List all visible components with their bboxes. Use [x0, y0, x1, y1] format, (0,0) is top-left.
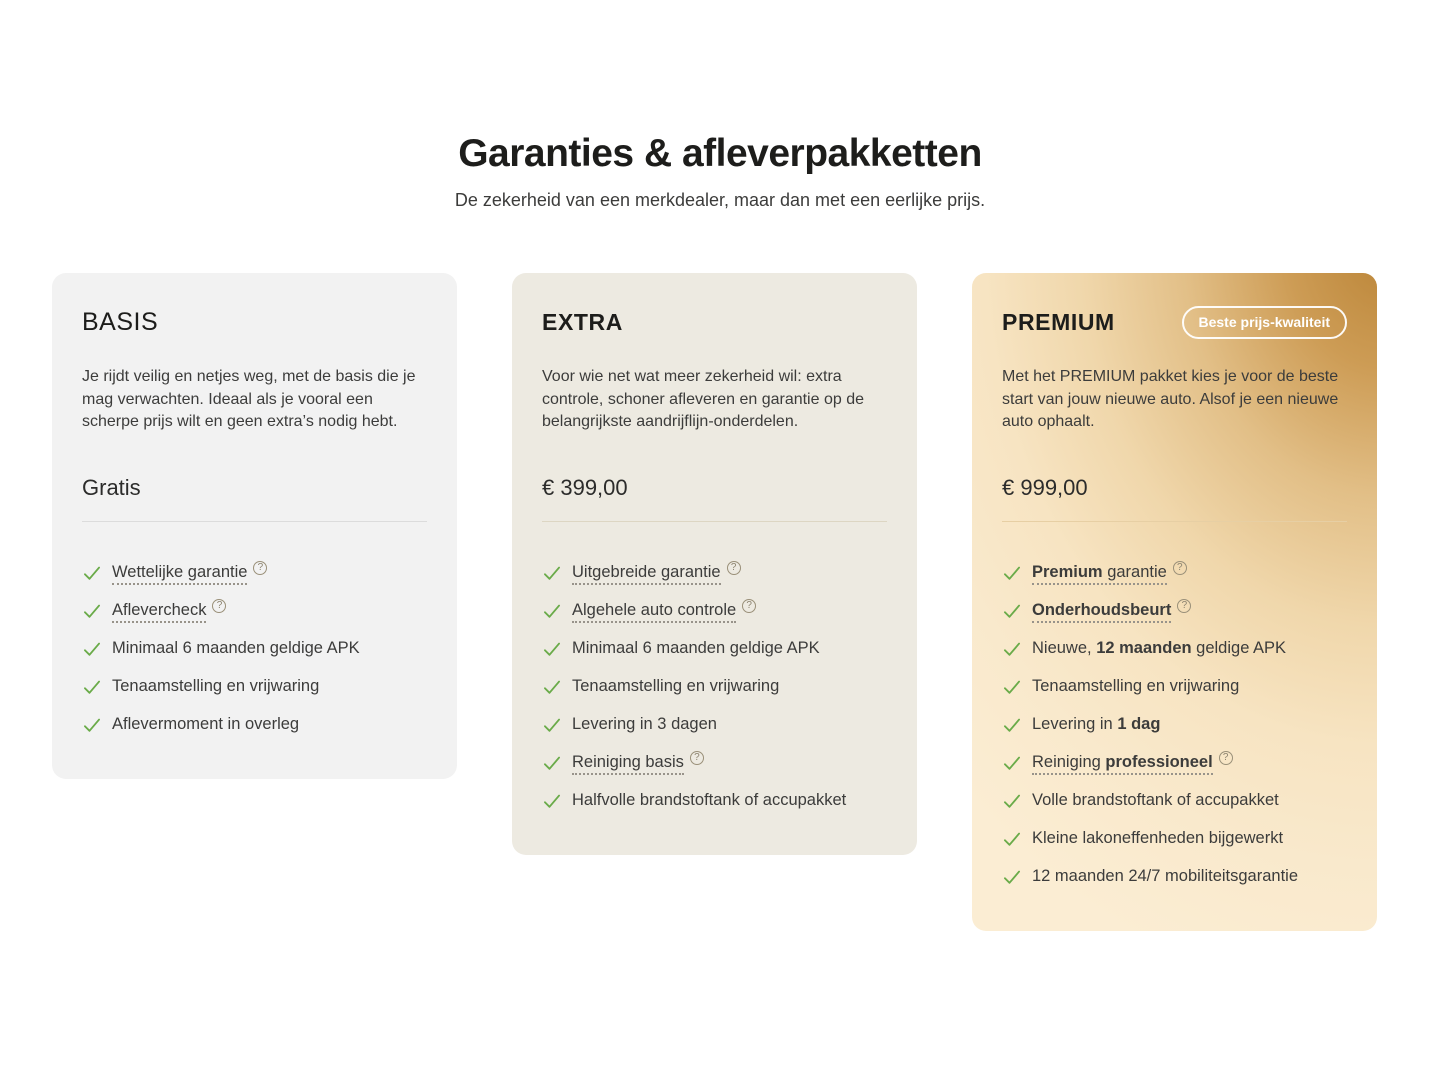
feature-text-segment: garantie: [1102, 563, 1167, 582]
feature-text-segment: Tenaamstelling en vrijwaring: [1032, 677, 1240, 696]
feature-item: [542, 752, 887, 773]
feature-text-segment: Tenaamstelling en vrijwaring: [112, 677, 320, 696]
help-question-icon[interactable]: ?: [253, 561, 267, 575]
feature-label-wrap: [112, 714, 299, 735]
feature-label-wrap: [572, 714, 717, 735]
feature-item: [1002, 828, 1347, 849]
feature-text-segment: Aflevermoment in overleg: [112, 715, 300, 734]
card-extra: [512, 273, 917, 855]
feature-text-segment: Halfvolle brandstoftank of accupakket: [572, 791, 847, 810]
page-subtitle: De zekerheid van een merkdealer, maar dan met een eerlijke prijs.: [454, 190, 986, 210]
feature-term[interactable]: [112, 563, 247, 585]
feature-label-wrap: [1032, 828, 1283, 849]
feature-label-wrap: [112, 676, 319, 697]
feature-text-segment: Reiniging: [1032, 753, 1106, 772]
feature-text-segment: Levering in 3 dagen: [572, 715, 717, 734]
check-icon: [1002, 639, 1022, 659]
feature-term[interactable]: [1032, 563, 1167, 585]
feature-text-segment: Volle brandstoftank of accupakket: [1032, 791, 1279, 810]
feature-item: [542, 600, 887, 621]
feature-text: [112, 639, 360, 657]
feature-label-wrap: [1032, 676, 1239, 697]
check-icon: [542, 639, 562, 659]
feature-text-segment: Aflevercheck: [112, 601, 207, 620]
check-icon: [542, 563, 562, 583]
check-icon: [542, 715, 562, 735]
check-icon: [82, 601, 102, 621]
feature-list: [1002, 562, 1347, 887]
feature-text-segment: geldige APK: [1191, 639, 1287, 658]
card-price: € 999,00: [1002, 475, 1088, 501]
feature-label-wrap: [572, 562, 741, 583]
feature-term[interactable]: [1032, 753, 1213, 775]
card-premium: [972, 273, 1377, 931]
feature-text: [1032, 677, 1239, 695]
feature-label-wrap: [1032, 790, 1279, 811]
feature-label-wrap: [572, 676, 779, 697]
feature-list: [542, 562, 887, 811]
feature-label-wrap: [1032, 562, 1187, 583]
feature-term[interactable]: [572, 563, 721, 585]
check-icon: [1002, 753, 1022, 773]
feature-text: [572, 715, 717, 733]
feature-term[interactable]: [572, 601, 736, 623]
feature-text: [112, 715, 299, 733]
check-icon: [82, 715, 102, 735]
check-icon: [1002, 867, 1022, 887]
feature-label-wrap: [572, 638, 820, 659]
feature-term[interactable]: [1032, 601, 1171, 623]
feature-text-segment: Tenaamstelling en vrijwaring: [572, 677, 780, 696]
card-title: BASIS: [82, 307, 159, 336]
best-value-badge: Beste prijs-kwaliteit: [1182, 306, 1348, 339]
feature-label-wrap: [1032, 752, 1233, 773]
feature-item: [82, 676, 427, 697]
feature-label-wrap: [572, 600, 756, 621]
feature-text-segment: professioneel: [1105, 753, 1213, 772]
card-title: PREMIUM: [1002, 308, 1115, 335]
check-icon: [542, 791, 562, 811]
feature-text: [1032, 829, 1283, 847]
card-title-row: [542, 304, 887, 340]
feature-item: [82, 714, 427, 735]
card-divider: [1002, 521, 1347, 522]
feature-item: [1002, 676, 1347, 697]
feature-item: [1002, 752, 1347, 773]
feature-text-segment: Minimaal 6 maanden geldige APK: [572, 639, 820, 658]
feature-text-segment: Premium: [1032, 563, 1103, 582]
check-icon: [1002, 601, 1022, 621]
card-price: € 399,00: [542, 475, 628, 501]
feature-item: [1002, 600, 1347, 621]
help-question-icon[interactable]: ?: [727, 561, 741, 575]
check-icon: [82, 677, 102, 697]
feature-text: [1032, 715, 1160, 733]
feature-label-wrap: [112, 562, 267, 583]
feature-item: [1002, 790, 1347, 811]
feature-text-segment: Wettelijke garantie: [112, 563, 248, 582]
feature-text: [572, 639, 820, 657]
card-divider: [82, 521, 427, 522]
feature-item: [1002, 562, 1347, 583]
help-question-icon[interactable]: ?: [1177, 599, 1191, 613]
feature-label-wrap: [1032, 866, 1298, 887]
help-question-icon[interactable]: ?: [1219, 751, 1233, 765]
help-question-icon[interactable]: ?: [690, 751, 704, 765]
help-question-icon[interactable]: ?: [212, 599, 226, 613]
page-title: Garanties & afleverpakketten: [458, 132, 982, 175]
check-icon: [1002, 677, 1022, 697]
feature-item: [542, 790, 887, 811]
card-description: Voor wie net wat meer zekerheid wil: extra controle, schoner afleveren en garantie op de belangrijkste aandrijflijn-onderdelen.: [542, 368, 864, 431]
feature-item: [542, 562, 887, 583]
card-divider: [542, 521, 887, 522]
feature-text-segment: Onderhoudsbeurt: [1032, 601, 1172, 620]
feature-text: [1032, 791, 1279, 809]
check-icon: [542, 601, 562, 621]
feature-text-segment: Nieuwe,: [1032, 639, 1097, 658]
feature-text-segment: Uitgebreide garantie: [572, 563, 721, 582]
feature-text-segment: 12 maanden 24/7 mobiliteitsgarantie: [1032, 867, 1299, 886]
feature-item: [542, 714, 887, 735]
feature-text-segment: Kleine lakoneffenheden bijgewerkt: [1032, 829, 1284, 848]
feature-term[interactable]: [112, 601, 206, 623]
page-header: [0, 132, 1440, 211]
feature-item: [82, 638, 427, 659]
card-title: EXTRA: [542, 308, 623, 335]
card-title-row: [82, 304, 427, 340]
card-basis: [52, 273, 457, 779]
check-icon: [1002, 829, 1022, 849]
check-icon: [82, 563, 102, 583]
check-icon: [1002, 563, 1022, 583]
check-icon: [1002, 791, 1022, 811]
feature-item: [542, 638, 887, 659]
feature-text-segment: Reiniging basis: [572, 753, 684, 772]
check-icon: [542, 753, 562, 773]
feature-item: [1002, 638, 1347, 659]
feature-text: [1032, 867, 1298, 885]
feature-item: [82, 562, 427, 583]
check-icon: [542, 677, 562, 697]
check-icon: [82, 639, 102, 659]
package-cards-row: [0, 273, 1440, 931]
help-question-icon[interactable]: ?: [742, 599, 756, 613]
feature-item: [542, 676, 887, 697]
feature-label-wrap: [1032, 714, 1160, 735]
feature-term[interactable]: [572, 753, 684, 775]
feature-item: [1002, 714, 1347, 735]
feature-text-segment: Algehele auto controle: [572, 601, 737, 620]
feature-text-segment: 12 maanden: [1096, 639, 1192, 658]
feature-item: [82, 600, 427, 621]
card-title-row: [1002, 304, 1347, 340]
feature-label-wrap: [1032, 600, 1191, 621]
feature-text: [572, 677, 779, 695]
card-description: Je rijdt veilig en netjes weg, met de basis die je mag verwachten. Ideaal als je vooral een scherpe prijs wilt en geen extra’s nodig hebt.: [82, 368, 416, 431]
help-question-icon[interactable]: ?: [1173, 561, 1187, 575]
feature-text-segment: Minimaal 6 maanden geldige APK: [112, 639, 360, 658]
feature-list: [82, 562, 427, 735]
feature-text-segment: Levering in: [1032, 715, 1118, 734]
feature-text: [1032, 639, 1286, 657]
card-price: Gratis: [82, 475, 141, 501]
feature-text-segment: 1 dag: [1117, 715, 1161, 734]
feature-label-wrap: [112, 600, 226, 621]
feature-label-wrap: [1032, 638, 1286, 659]
feature-label-wrap: [112, 638, 360, 659]
feature-item: [1002, 866, 1347, 887]
feature-text: [112, 677, 319, 695]
card-description: Met het PREMIUM pakket kies je voor de beste start van jouw nieuwe auto. Alsof je een nieuwe auto ophaalt.: [1002, 368, 1339, 431]
check-icon: [1002, 715, 1022, 735]
feature-text: [572, 791, 846, 809]
feature-label-wrap: [572, 752, 704, 773]
feature-label-wrap: [572, 790, 846, 811]
